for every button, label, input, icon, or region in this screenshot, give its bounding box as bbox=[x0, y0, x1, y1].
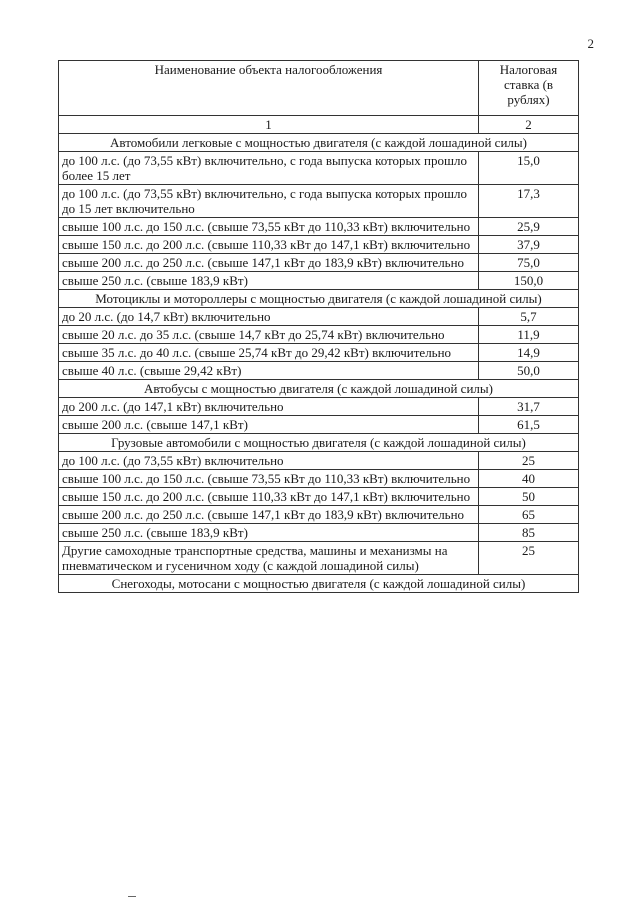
table-row bbox=[59, 152, 579, 185]
tax-rate-cell: 11,9 bbox=[479, 326, 579, 344]
object-name-cell: свыше 200 л.с. (свыше 147,1 кВт) bbox=[59, 416, 479, 434]
section-title: Снегоходы, мотосани с мощностью двигателя (с каждой лошадиной силы) bbox=[59, 575, 579, 593]
table-row bbox=[59, 308, 579, 326]
header-row bbox=[59, 61, 579, 116]
table-row bbox=[59, 236, 579, 254]
table-row bbox=[59, 254, 579, 272]
column-number-1: 1 bbox=[59, 116, 479, 134]
tax-rate-cell: 85 bbox=[479, 524, 579, 542]
tax-rate-cell: 75,0 bbox=[479, 254, 579, 272]
header-rate-cell: Налоговая ставка (в рублях) bbox=[479, 61, 579, 116]
column-number-2: 2 bbox=[479, 116, 579, 134]
header-name-cell: Наименование объекта налогообложения bbox=[59, 61, 479, 116]
tax-rate-cell: 15,0 bbox=[479, 152, 579, 185]
table-row bbox=[59, 272, 579, 290]
tax-rate-cell: 50,0 bbox=[479, 362, 579, 380]
column-number-row bbox=[59, 116, 579, 134]
tax-rate-cell: 5,7 bbox=[479, 308, 579, 326]
tax-rate-table bbox=[58, 60, 579, 593]
section-title: Автомобили легковые с мощностью двигателя (с каждой лошадиной силы) bbox=[59, 134, 579, 152]
object-name-cell: свыше 35 л.с. до 40 л.с. (свыше 25,74 кВт до 29,42 кВт) включительно bbox=[59, 344, 479, 362]
tax-rate-cell: 150,0 bbox=[479, 272, 579, 290]
object-name-cell: до 100 л.с. (до 73,55 кВт) включительно, с года выпуска которых прошло до 15 лет включительно bbox=[59, 185, 479, 218]
object-name-cell: свыше 40 л.с. (свыше 29,42 кВт) bbox=[59, 362, 479, 380]
section-header-row bbox=[59, 434, 579, 452]
table-row bbox=[59, 398, 579, 416]
table-row bbox=[59, 470, 579, 488]
section-header-row bbox=[59, 134, 579, 152]
object-name-cell: свыше 200 л.с. до 250 л.с. (свыше 147,1 кВт до 183,9 кВт) включительно bbox=[59, 254, 479, 272]
table-row bbox=[59, 344, 579, 362]
table-row bbox=[59, 185, 579, 218]
tax-rate-cell: 14,9 bbox=[479, 344, 579, 362]
object-name-cell: до 100 л.с. (до 73,55 кВт) включительно bbox=[59, 452, 479, 470]
tax-rate-cell: 50 bbox=[479, 488, 579, 506]
tax-rate-cell: 37,9 bbox=[479, 236, 579, 254]
object-name-cell: свыше 100 л.с. до 150 л.с. (свыше 73,55 кВт до 110,33 кВт) включительно bbox=[59, 218, 479, 236]
section-title: Грузовые автомобили с мощностью двигателя (с каждой лошадиной силы) bbox=[59, 434, 579, 452]
table-row bbox=[59, 542, 579, 575]
table-body bbox=[59, 134, 579, 593]
page-number: 2 bbox=[587, 36, 594, 51]
table-row bbox=[59, 452, 579, 470]
object-name-cell: свыше 20 л.с. до 35 л.с. (свыше 14,7 кВт до 25,74 кВт) включительно bbox=[59, 326, 479, 344]
table-row bbox=[59, 362, 579, 380]
table-row bbox=[59, 326, 579, 344]
object-name-cell: свыше 250 л.с. (свыше 183,9 кВт) bbox=[59, 524, 479, 542]
tax-rate-cell: 61,5 bbox=[479, 416, 579, 434]
object-name-cell: свыше 150 л.с. до 200 л.с. (свыше 110,33 кВт до 147,1 кВт) включительно bbox=[59, 236, 479, 254]
section-header-row bbox=[59, 380, 579, 398]
section-header-row bbox=[59, 290, 579, 308]
section-header-row bbox=[59, 575, 579, 593]
object-name-cell: Другие самоходные транспортные средства, машины и механизмы на пневматическом и гусеничном ходу (с каждой лошадиной силы) bbox=[59, 542, 479, 575]
scan-artifact-mark bbox=[128, 896, 136, 897]
table-row bbox=[59, 416, 579, 434]
object-name-cell: до 200 л.с. (до 147,1 кВт) включительно bbox=[59, 398, 479, 416]
table-row bbox=[59, 488, 579, 506]
tax-rate-cell: 17,3 bbox=[479, 185, 579, 218]
tax-rate-cell: 25 bbox=[479, 542, 579, 575]
object-name-cell: свыше 200 л.с. до 250 л.с. (свыше 147,1 кВт до 183,9 кВт) включительно bbox=[59, 506, 479, 524]
object-name-cell: свыше 250 л.с. (свыше 183,9 кВт) bbox=[59, 272, 479, 290]
section-title: Мотоциклы и мотороллеры с мощностью двигателя (с каждой лошадиной силы) bbox=[59, 290, 579, 308]
table-row bbox=[59, 506, 579, 524]
tax-rate-cell: 25 bbox=[479, 452, 579, 470]
tax-rate-cell: 31,7 bbox=[479, 398, 579, 416]
section-title: Автобусы с мощностью двигателя (с каждой лошадиной силы) bbox=[59, 380, 579, 398]
object-name-cell: свыше 150 л.с. до 200 л.с. (свыше 110,33 кВт до 147,1 кВт) включительно bbox=[59, 488, 479, 506]
object-name-cell: до 20 л.с. (до 14,7 кВт) включительно bbox=[59, 308, 479, 326]
tax-rate-cell: 25,9 bbox=[479, 218, 579, 236]
tax-rate-cell: 40 bbox=[479, 470, 579, 488]
object-name-cell: до 100 л.с. (до 73,55 кВт) включительно, с года выпуска которых прошло более 15 лет bbox=[59, 152, 479, 185]
table-row bbox=[59, 524, 579, 542]
object-name-cell: свыше 100 л.с. до 150 л.с. (свыше 73,55 кВт до 110,33 кВт) включительно bbox=[59, 470, 479, 488]
tax-rate-cell: 65 bbox=[479, 506, 579, 524]
table-row bbox=[59, 218, 579, 236]
